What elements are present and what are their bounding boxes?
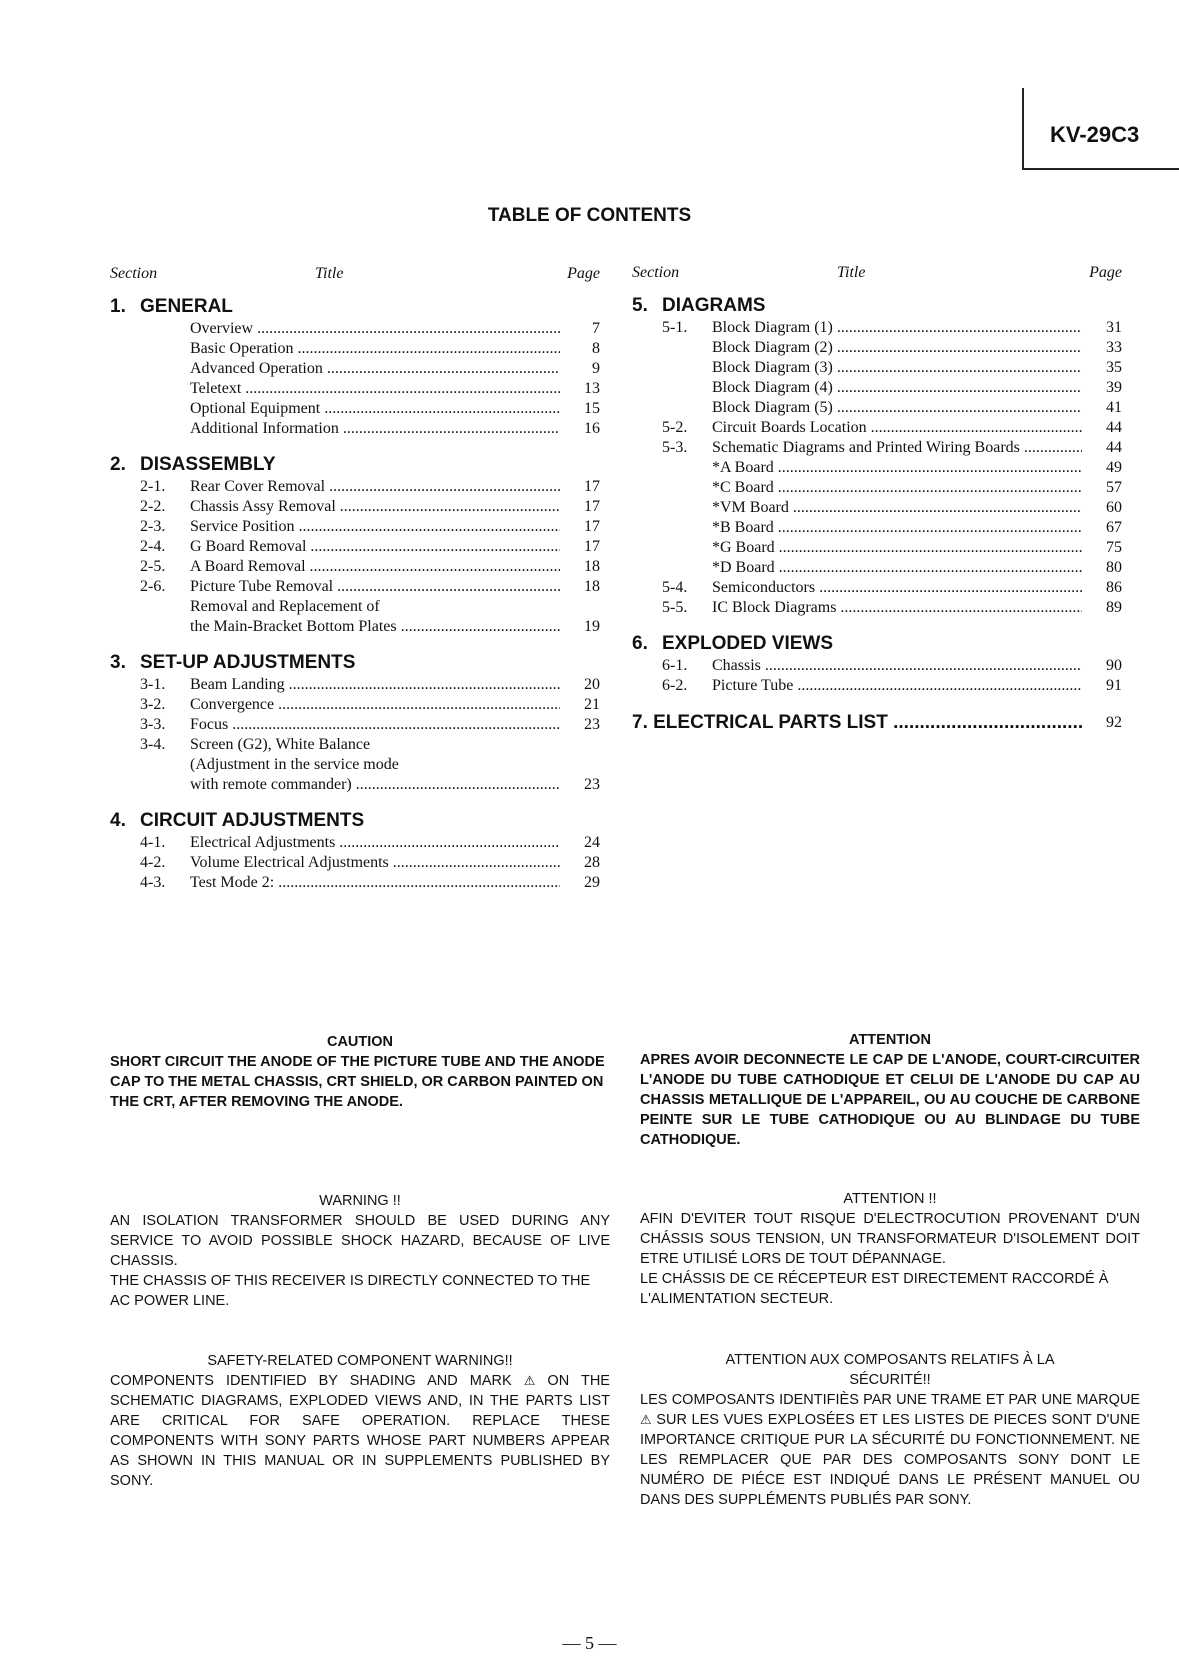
toc-row-page: 7 bbox=[592, 320, 600, 337]
toc-row-page: 39 bbox=[1106, 379, 1122, 396]
toc-right-sections bbox=[632, 294, 1122, 696]
section-heading[interactable] bbox=[110, 453, 600, 477]
toc-row-page: 29 bbox=[584, 874, 600, 891]
toc-row-page: 9 bbox=[592, 360, 600, 377]
toc-row[interactable] bbox=[632, 656, 1122, 676]
safety-warning-title: SAFETY-RELATED COMPONENT WARNING!! bbox=[207, 1353, 513, 1369]
toc-row-title: Block Diagram (1) ..... bbox=[712, 318, 1082, 338]
toc-row[interactable] bbox=[110, 557, 600, 577]
toc-row-page: 80 bbox=[1106, 559, 1122, 576]
toc-row[interactable] bbox=[632, 378, 1122, 398]
toc-row-title: Service Position ..... bbox=[190, 517, 560, 537]
toc-row-number: 3-1. bbox=[140, 676, 166, 693]
toc-row-page: 75 bbox=[1106, 539, 1122, 556]
toc-row-number: 4-1. bbox=[140, 834, 166, 851]
toc-row-page: 44 bbox=[1106, 419, 1122, 436]
toc-row-title: *C Board ..... bbox=[712, 478, 1082, 498]
header-page: Page bbox=[567, 265, 600, 282]
toc-row-number: 3-2. bbox=[140, 696, 166, 713]
toc-row[interactable] bbox=[632, 676, 1122, 696]
toc-row-number: 5-1. bbox=[662, 319, 688, 336]
toc-row-title: Removal and Replacement of bbox=[190, 598, 380, 615]
toc-row-page: 35 bbox=[1106, 359, 1122, 376]
toc-row-title: Picture Tube ..... bbox=[712, 676, 1082, 696]
toc-row[interactable] bbox=[110, 597, 600, 617]
toc-row[interactable] bbox=[110, 695, 600, 715]
toc-row-page: 18 bbox=[584, 578, 600, 595]
toc-row[interactable] bbox=[110, 715, 600, 735]
toc-row-title: IC Block Diagrams ..... bbox=[712, 598, 1082, 618]
toc-title: TABLE OF CONTENTS bbox=[487, 205, 692, 226]
toc-left-column bbox=[110, 265, 600, 893]
toc-row[interactable] bbox=[632, 418, 1122, 438]
warning-body-2: THE CHASSIS OF THIS RECEIVER IS DIRECTLY CONNECTED TO THE AC POWER LINE. bbox=[110, 1273, 591, 1309]
toc-row-page: 23 bbox=[584, 776, 600, 793]
toc-row-title: Additional Information ..... bbox=[190, 419, 560, 439]
toc-row-page: 16 bbox=[584, 420, 600, 437]
toc-section bbox=[110, 295, 600, 439]
attention-components-body-b: SUR LES VUES EXPLOSÉES ET LES LISTES DE PIECES SONT D'UNE IMPORTANCE CRITIQUE PUR LA SÉCURITÉ DU FONCTIONNEMENT. NE LES REMPLACER QUE PAR DES COMPOSANTS SONY DONT LE NUMÉRO DE PIÉCE EST INDIQUÉ DANS LE PRÉSENT MANUEL OU DANS DES SUPPLÉMENTS PUBLIÉS PAR SONY. bbox=[640, 1412, 1141, 1508]
toc-row-number: 5-5. bbox=[662, 599, 688, 616]
section-title: GENERAL bbox=[140, 296, 233, 317]
attention-title: ATTENTION bbox=[849, 1032, 931, 1048]
section-number: 4. bbox=[110, 810, 126, 831]
toc-row[interactable] bbox=[632, 358, 1122, 378]
warning-notice bbox=[110, 1191, 610, 1311]
toc-row-title: G Board Removal ..... bbox=[190, 537, 560, 557]
toc-row[interactable] bbox=[110, 853, 600, 873]
toc-row[interactable] bbox=[632, 518, 1122, 538]
toc-header bbox=[110, 265, 600, 295]
warning-body-1: AN ISOLATION TRANSFORMER SHOULD BE USED DURING ANY SERVICE TO AVOID POSSIBLE SHOCK HAZARD, BECAUSE OF LIVE CHASSIS. bbox=[110, 1213, 610, 1269]
toc-row[interactable] bbox=[110, 399, 600, 419]
toc-row-page: 91 bbox=[1106, 677, 1122, 694]
toc-row-title: Schematic Diagrams and Printed Wiring Boards ..... bbox=[712, 438, 1082, 458]
toc-section bbox=[632, 632, 1122, 696]
toc-right-column bbox=[632, 264, 1122, 736]
toc-row-number: 6-2. bbox=[662, 677, 688, 694]
header-title: Title bbox=[837, 264, 866, 281]
toc-row[interactable] bbox=[632, 458, 1122, 478]
toc-row-number: 2-4. bbox=[140, 538, 166, 555]
toc-row[interactable] bbox=[632, 478, 1122, 498]
toc-row-number: 2-6. bbox=[140, 578, 166, 595]
toc-row-page: 15 bbox=[584, 400, 600, 417]
model-number: KV-29C3 bbox=[1050, 122, 1140, 147]
toc-row-number: 2-3. bbox=[140, 518, 166, 535]
toc-row-title: Picture Tube Removal ..... bbox=[190, 577, 560, 597]
attention-electrocution-body-2: LE CHÁSSIS DE CE RÉCEPTEUR EST DIRECTEMENT RACCORDÉ À L'ALIMENTATION SECTEUR. bbox=[640, 1271, 1109, 1307]
toc-row-page: 41 bbox=[1106, 399, 1122, 416]
toc-row-page: 19 bbox=[584, 618, 600, 635]
toc-row[interactable] bbox=[110, 497, 600, 517]
safety-warning-body bbox=[110, 1371, 610, 1491]
toc-row-page: 21 bbox=[584, 696, 600, 713]
toc-row-page: 33 bbox=[1106, 339, 1122, 356]
section-title: CIRCUIT ADJUSTMENTS bbox=[140, 810, 365, 831]
toc-row-title: Block Diagram (3) ..... bbox=[712, 358, 1082, 378]
toc-row[interactable] bbox=[110, 319, 600, 339]
toc-row-page: 8 bbox=[592, 340, 600, 357]
toc-row-number: 2-2. bbox=[140, 498, 166, 515]
section-number: 3. bbox=[110, 652, 126, 673]
header-page: Page bbox=[1089, 264, 1122, 281]
toc-row-section-7[interactable] bbox=[632, 710, 1122, 736]
toc-row-title: Focus ..... bbox=[190, 715, 560, 735]
header-section: Section bbox=[110, 265, 158, 282]
toc-row-title: Block Diagram (2) ..... bbox=[712, 338, 1082, 358]
section-7-title: 7. ELECTRICAL PARTS LIST ..... bbox=[632, 710, 1082, 736]
toc-row-page: 13 bbox=[584, 380, 600, 397]
warning-title: WARNING !! bbox=[319, 1193, 401, 1209]
toc-row-title: the Main-Bracket Bottom Plates ..... bbox=[190, 617, 560, 637]
attention-notice bbox=[640, 1030, 1140, 1150]
toc-row-number: 5-4. bbox=[662, 579, 688, 596]
toc-section bbox=[110, 453, 600, 637]
toc-row-page: 67 bbox=[1106, 519, 1122, 536]
toc-row-title: *VM Board ..... bbox=[712, 498, 1082, 518]
attention-components-notice bbox=[640, 1350, 1140, 1510]
toc-row-page: 86 bbox=[1106, 579, 1122, 596]
section-heading[interactable] bbox=[632, 632, 1122, 656]
toc-row-title: Screen (G2), White Balance bbox=[190, 736, 371, 753]
toc-row[interactable] bbox=[110, 833, 600, 853]
section-number: 2. bbox=[110, 454, 126, 475]
caution-title: CAUTION bbox=[326, 1034, 394, 1050]
attention-electrocution-notice bbox=[640, 1189, 1140, 1309]
safety-warning-body-a: COMPONENTS IDENTIFIED BY SHADING AND MARK bbox=[110, 1373, 512, 1389]
section-heading[interactable] bbox=[110, 651, 600, 675]
toc-row-title: Beam Landing ..... bbox=[190, 675, 560, 695]
caution-notice bbox=[110, 1032, 610, 1112]
toc-row[interactable] bbox=[110, 477, 600, 497]
toc-row-page: 17 bbox=[584, 478, 600, 495]
header-section: Section bbox=[632, 264, 680, 281]
toc-row-page: 49 bbox=[1106, 459, 1122, 476]
attention-electrocution-body-1: AFIN D'EVITER TOUT RISQUE D'ELECTROCUTION PROVENANT D'UN CHÁSSIS SOUS TENSION, UN TRANSFORMATEUR D'ISOLEMENT DOIT ETRE UTILISÉ LORS DE TOUT DÉPANNAGE. bbox=[640, 1211, 1140, 1267]
toc-row[interactable] bbox=[110, 675, 600, 695]
toc-row[interactable] bbox=[110, 359, 600, 379]
toc-row-title: Optional Equipment ..... bbox=[190, 399, 560, 419]
toc-row-page: 44 bbox=[1106, 439, 1122, 456]
warning-triangle-icon: ⚠ bbox=[523, 1373, 536, 1388]
toc-section bbox=[110, 651, 600, 795]
attention-body: APRES AVOIR DECONNECTE LE CAP DE L'ANODE, COURT-CIRCUITER L'ANODE DU TUBE CATHODIQUE ET CELUI DE L'ANODE DU CAP AU CHASSIS METALLIQUE DE L'APPAREIL, OU AU COUCHE DE CARBONE PEINTE SUR LE TUBE CATHODIQUE OU AU BLINDAGE DU TUBE CATHODIQUE. bbox=[640, 1052, 1140, 1148]
header-title: Title bbox=[315, 265, 344, 282]
toc-row[interactable] bbox=[110, 735, 600, 755]
toc-row-title: A Board Removal ..... bbox=[190, 557, 560, 577]
toc-row-number: 4-3. bbox=[140, 874, 166, 891]
toc-row-number: 6-1. bbox=[662, 657, 688, 674]
section-number: 5. bbox=[632, 295, 648, 316]
section-heading[interactable] bbox=[632, 294, 1122, 318]
toc-row-title: Rear Cover Removal ..... bbox=[190, 477, 560, 497]
toc-row-title: Advanced Operation ..... bbox=[190, 359, 560, 379]
toc-row-page: 90 bbox=[1106, 657, 1122, 674]
toc-row-title: *D Board ..... bbox=[712, 558, 1082, 578]
toc-row-title: Semiconductors ..... bbox=[712, 578, 1082, 598]
toc-row-title: Convergence ..... bbox=[190, 695, 560, 715]
toc-row-page: 20 bbox=[584, 676, 600, 693]
toc-left-sections bbox=[110, 295, 600, 893]
toc-row-title: Overview ..... bbox=[190, 319, 560, 339]
toc-row-page: 89 bbox=[1106, 599, 1122, 616]
section-number: 6. bbox=[632, 633, 648, 654]
toc-row[interactable] bbox=[632, 578, 1122, 598]
toc-row-title: (Adjustment in the service mode bbox=[190, 756, 399, 773]
toc-row-page: 17 bbox=[584, 498, 600, 515]
toc-row[interactable] bbox=[110, 577, 600, 597]
toc-row-page: 57 bbox=[1106, 479, 1122, 496]
section-heading[interactable] bbox=[110, 295, 600, 319]
toc-row[interactable] bbox=[632, 498, 1122, 518]
toc-row-title: Chassis ..... bbox=[712, 656, 1082, 676]
attention-components-body bbox=[640, 1390, 1140, 1510]
section-title: SET-UP ADJUSTMENTS bbox=[140, 652, 356, 673]
toc-row-title: *B Board ..... bbox=[712, 518, 1082, 538]
toc-section bbox=[110, 809, 600, 893]
section-number: 1. bbox=[110, 296, 126, 317]
toc-row[interactable] bbox=[632, 438, 1122, 458]
toc-section bbox=[632, 294, 1122, 618]
toc-row[interactable] bbox=[110, 873, 600, 893]
toc-row[interactable] bbox=[110, 537, 600, 557]
toc-row-number: 3-3. bbox=[140, 716, 166, 733]
toc-row-page: 24 bbox=[584, 834, 600, 851]
toc-row[interactable] bbox=[110, 775, 600, 795]
safety-warning-body-b: ON THE SCHEMATIC DIAGRAMS, EXPLODED VIEWS AND, IN THE PARTS LIST ARE CRITICAL FOR SAFE OPERATION. REPLACE THESE COMPONENTS WITH SONY PARTS WHOSE PART NUMBERS APPEAR AS SHOWN IN THIS MANUAL OR IN SUPPLEMENTS PUBLISHED BY SONY. bbox=[110, 1373, 610, 1489]
section-heading[interactable] bbox=[110, 809, 600, 833]
toc-row-title: Chassis Assy Removal ..... bbox=[190, 497, 560, 517]
section-title: EXPLODED VIEWS bbox=[662, 633, 834, 654]
toc-row[interactable] bbox=[632, 398, 1122, 418]
toc-row[interactable] bbox=[110, 617, 600, 637]
toc-row-title: Electrical Adjustments ..... bbox=[190, 833, 560, 853]
toc-row-title: Test Mode 2: ..... bbox=[190, 873, 560, 893]
toc-row-page: 17 bbox=[584, 538, 600, 555]
toc-row-page: 31 bbox=[1106, 319, 1122, 336]
attention-components-body-a: LES COMPOSANTS IDENTIFIÈS PAR UNE TRAME ET PAR UNE MARQUE bbox=[640, 1392, 1140, 1408]
toc-row[interactable] bbox=[110, 339, 600, 359]
toc-row-title: Circuit Boards Location ..... bbox=[712, 418, 1082, 438]
toc-row-number: 2-5. bbox=[140, 558, 166, 575]
toc-row[interactable] bbox=[632, 338, 1122, 358]
toc-row-page: 23 bbox=[584, 716, 600, 733]
toc-row-title: *A Board ..... bbox=[712, 458, 1082, 478]
toc-row-title: Block Diagram (4) ..... bbox=[712, 378, 1082, 398]
toc-row[interactable] bbox=[632, 318, 1122, 338]
toc-row-page: 18 bbox=[584, 558, 600, 575]
toc-row-page: 60 bbox=[1106, 499, 1122, 516]
toc-row-title: Block Diagram (5) ..... bbox=[712, 398, 1082, 418]
toc-row[interactable] bbox=[110, 419, 600, 439]
toc-header bbox=[632, 264, 1122, 294]
section-7-page: 92 bbox=[1106, 714, 1122, 731]
toc-row[interactable] bbox=[632, 558, 1122, 578]
section-title: DIAGRAMS bbox=[662, 295, 766, 316]
toc-row-page: 28 bbox=[584, 854, 600, 871]
toc-row-number: 4-2. bbox=[140, 854, 166, 871]
attention-electrocution-title: ATTENTION !! bbox=[843, 1191, 937, 1207]
section-title: DISASSEMBLY bbox=[140, 454, 276, 475]
attention-components-title: ATTENTION AUX COMPOSANTS RELATIFS À LA SÉCURITÉ!! bbox=[725, 1352, 1055, 1388]
toc-row[interactable] bbox=[110, 379, 600, 399]
toc-row-number: 5-2. bbox=[662, 419, 688, 436]
toc-row-title: *G Board ..... bbox=[712, 538, 1082, 558]
toc-row-title: Volume Electrical Adjustments ..... bbox=[190, 853, 560, 873]
toc-row-title: with remote commander) ..... bbox=[190, 775, 560, 795]
toc-row-title: Basic Operation ..... bbox=[190, 339, 560, 359]
toc-row-number: 2-1. bbox=[140, 478, 166, 495]
page-number: — 5 — bbox=[562, 1633, 617, 1653]
toc-row[interactable] bbox=[110, 755, 600, 775]
toc-row-number: 5-3. bbox=[662, 439, 688, 456]
toc-row-number: 3-4. bbox=[140, 736, 166, 753]
toc-row-title: Teletext ..... bbox=[190, 379, 560, 399]
caution-body: SHORT CIRCUIT THE ANODE OF THE PICTURE TUBE AND THE ANODE CAP TO THE METAL CHASSIS, CRT SHIELD, OR CARBON PAINTED ON THE CRT, AFTER REMOVING THE ANODE. bbox=[110, 1054, 605, 1110]
toc-row[interactable] bbox=[632, 598, 1122, 618]
safety-warning-notice bbox=[110, 1351, 610, 1491]
warning-triangle-icon: ⚠ bbox=[640, 1412, 652, 1427]
toc-row-page: 17 bbox=[584, 518, 600, 535]
toc-row[interactable] bbox=[632, 538, 1122, 558]
toc-row[interactable] bbox=[110, 517, 600, 537]
